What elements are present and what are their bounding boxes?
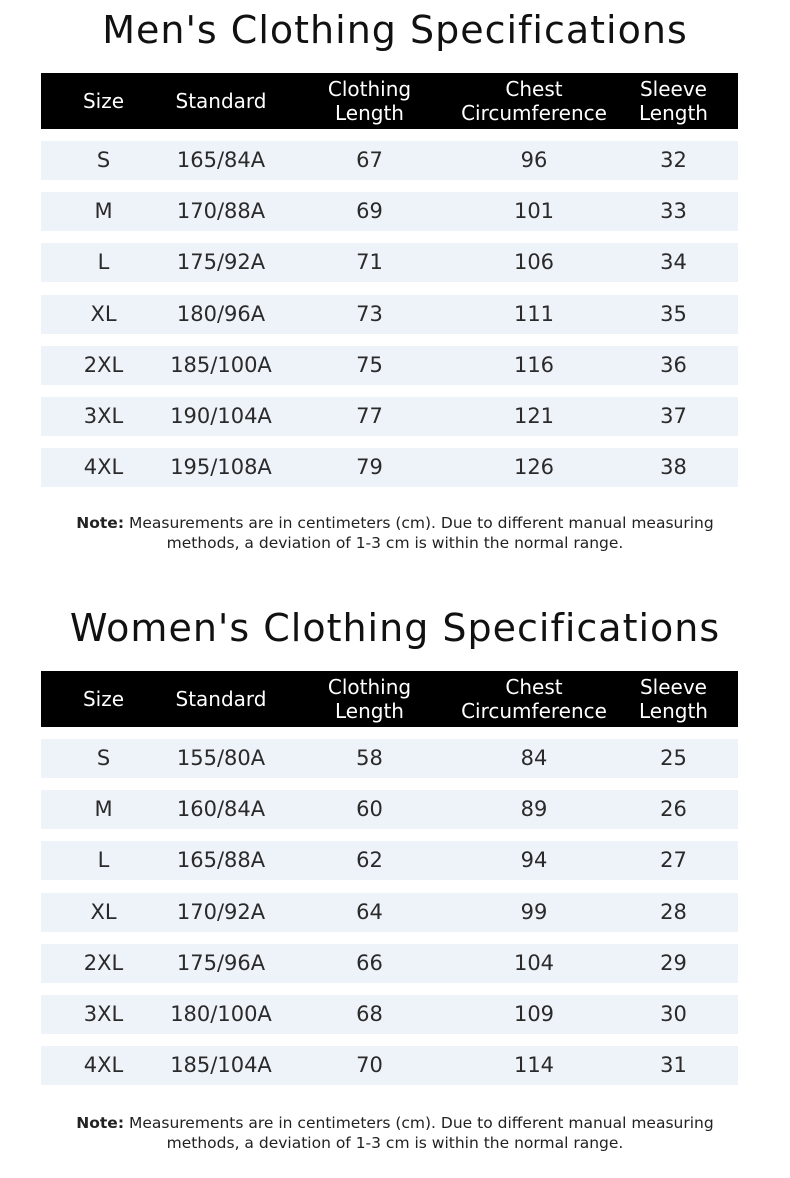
cell-sleeve-length: 33: [660, 199, 687, 223]
table-row: [41, 192, 738, 231]
cell-clothing-length: 79: [356, 455, 383, 479]
cell-size: L: [97, 250, 110, 274]
men-table-title: Men's Clothing Specifications: [102, 8, 688, 52]
cell-standard: 190/104A: [170, 404, 272, 428]
cell-chest-circumference: 109: [513, 1002, 555, 1026]
cell-sleeve-length: 37: [660, 404, 687, 428]
cell-chest-circumference: 126: [513, 455, 555, 479]
cell-standard: 170/88A: [176, 199, 266, 223]
header-sleeve-length: Sleeve Length: [639, 77, 708, 125]
cell-clothing-length: 70: [356, 1053, 383, 1077]
cell-clothing-length: 62: [356, 848, 383, 872]
table-row: [41, 1046, 738, 1085]
cell-chest-circumference: 96: [520, 148, 548, 172]
cell-size: 2XL: [83, 353, 124, 377]
cell-chest-circumference: 114: [513, 1053, 555, 1077]
cell-standard: 165/84A: [176, 148, 266, 172]
cell-chest-circumference: 111: [513, 302, 555, 326]
cell-chest-circumference: 101: [513, 199, 555, 223]
cell-standard: 180/96A: [176, 302, 266, 326]
cell-standard: 180/100A: [170, 1002, 272, 1026]
cell-clothing-length: 60: [356, 797, 383, 821]
cell-sleeve-length: 25: [660, 746, 687, 770]
cell-chest-circumference: 94: [520, 848, 548, 872]
cell-sleeve-length: 27: [660, 848, 687, 872]
cell-clothing-length: 73: [356, 302, 383, 326]
cell-standard: 170/92A: [176, 900, 266, 924]
header-standard: Standard: [175, 89, 267, 113]
table-row: [41, 739, 738, 778]
cell-sleeve-length: 32: [660, 148, 687, 172]
cell-sleeve-length: 36: [660, 353, 687, 377]
table-row: [41, 841, 738, 880]
cell-clothing-length: 71: [356, 250, 383, 274]
cell-size: S: [96, 148, 111, 172]
table-row: [41, 397, 738, 436]
header-sleeve-length: Sleeve Length: [639, 675, 708, 723]
cell-size: XL: [90, 900, 117, 924]
cell-clothing-length: 68: [356, 1002, 383, 1026]
cell-chest-circumference: 89: [520, 797, 548, 821]
cell-sleeve-length: 28: [660, 900, 687, 924]
cell-clothing-length: 66: [356, 951, 383, 975]
header-size: Size: [82, 89, 125, 113]
cell-clothing-length: 77: [356, 404, 383, 428]
cell-size: M: [94, 199, 113, 223]
table-row: [41, 448, 738, 487]
cell-sleeve-length: 30: [660, 1002, 687, 1026]
women-table-note: Note: Measurements are in centimeters (cm). Due to different manual measuring methods, a deviation of 1-3 cm is within the normal range.: [76, 1114, 714, 1152]
cell-size: 4XL: [83, 455, 124, 479]
cell-standard: 195/108A: [170, 455, 272, 479]
table-row: [41, 893, 738, 932]
men-table-note: Note: Measurements are in centimeters (cm). Due to different manual measuring methods, a deviation of 1-3 cm is within the normal range.: [76, 514, 714, 552]
table-row: [41, 790, 738, 829]
cell-clothing-length: 64: [356, 900, 383, 924]
cell-standard: 165/88A: [176, 848, 266, 872]
header-clothing-length: Clothing Length: [327, 675, 412, 723]
cell-size: M: [94, 797, 113, 821]
cell-clothing-length: 67: [356, 148, 383, 172]
cell-sleeve-length: 34: [660, 250, 687, 274]
cell-chest-circumference: 84: [520, 746, 548, 770]
women-table-title: Women's Clothing Specifications: [69, 606, 721, 650]
cell-standard: 160/84A: [176, 797, 266, 821]
cell-sleeve-length: 31: [660, 1053, 687, 1077]
cell-sleeve-length: 35: [660, 302, 687, 326]
cell-size: 2XL: [83, 951, 124, 975]
table-row: [41, 295, 738, 334]
header-chest-circumference: Chest Circumference: [461, 77, 607, 125]
table-row: [41, 141, 738, 180]
cell-chest-circumference: 99: [520, 900, 548, 924]
cell-size: 4XL: [83, 1053, 124, 1077]
cell-clothing-length: 58: [356, 746, 383, 770]
cell-standard: 175/96A: [176, 951, 266, 975]
cell-clothing-length: 75: [356, 353, 383, 377]
header-standard: Standard: [175, 687, 267, 711]
table-row: [41, 944, 738, 983]
cell-size: S: [96, 746, 111, 770]
cell-chest-circumference: 104: [513, 951, 555, 975]
cell-chest-circumference: 121: [513, 404, 555, 428]
table-row: [41, 243, 738, 282]
cell-clothing-length: 69: [356, 199, 383, 223]
header-chest-circumference: Chest Circumference: [461, 675, 607, 723]
cell-standard: 155/80A: [176, 746, 266, 770]
cell-standard: 185/100A: [170, 353, 272, 377]
header-clothing-length: Clothing Length: [327, 77, 412, 125]
cell-chest-circumference: 116: [513, 353, 555, 377]
cell-size: 3XL: [83, 1002, 124, 1026]
cell-size: L: [97, 848, 110, 872]
header-size: Size: [82, 687, 125, 711]
cell-sleeve-length: 26: [660, 797, 687, 821]
men-table-header: [41, 73, 738, 129]
table-row: [41, 995, 738, 1034]
women-table-header: [41, 671, 738, 727]
cell-size: 3XL: [83, 404, 124, 428]
cell-size: XL: [90, 302, 117, 326]
cell-standard: 175/92A: [176, 250, 266, 274]
cell-sleeve-length: 38: [660, 455, 687, 479]
cell-chest-circumference: 106: [513, 250, 555, 274]
cell-sleeve-length: 29: [660, 951, 687, 975]
table-row: [41, 346, 738, 385]
cell-standard: 185/104A: [170, 1053, 272, 1077]
